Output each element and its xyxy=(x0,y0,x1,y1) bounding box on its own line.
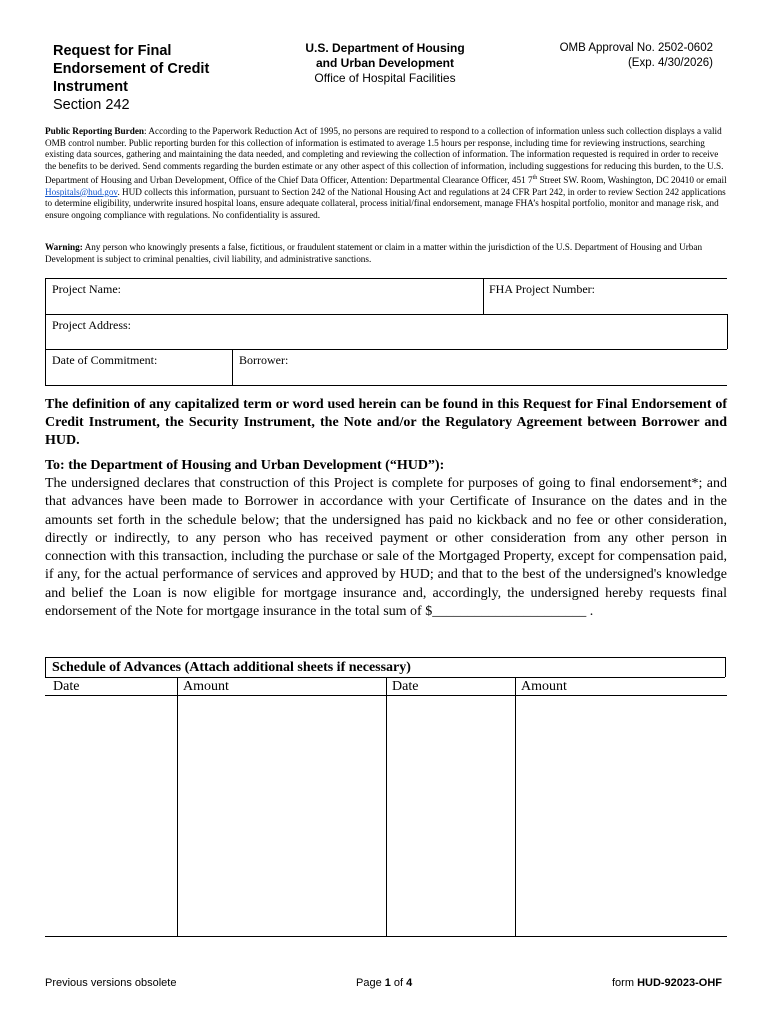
project-name-label: Project Name: xyxy=(52,282,121,296)
omb-expiration: (Exp. 4/30/2026) xyxy=(627,57,713,69)
agency-line-2: and Urban Development xyxy=(315,56,455,70)
agency-block xyxy=(270,41,500,86)
addressee-line: To: the Department of Housing and Urban Development (“HUD”): xyxy=(45,458,445,473)
page-total: 4 xyxy=(406,977,413,989)
form-title-line-3: Instrument xyxy=(53,79,128,95)
schedule-title: Schedule of Advances (Attach additional sheets if necessary) xyxy=(52,660,411,675)
burden-label: Public Reporting Burden xyxy=(45,126,145,136)
omb-block xyxy=(540,41,713,71)
schedule-col-date-1: Date xyxy=(53,679,80,694)
borrower-label: Borrower: xyxy=(239,353,289,367)
date-of-commitment-field[interactable] xyxy=(175,353,227,377)
page-current: 1 xyxy=(384,977,391,989)
public-reporting-burden xyxy=(45,126,727,222)
burden-text-middle: Street SW. Room, Washington, DC 20410 or email xyxy=(537,174,727,185)
burden-text: : According to the Paperwork Reduction Act of 1995, no persons are required to respond to a collection of information unless such collection displays a valid OMB control number. Public reporting burden for this collection of information is estimated to average 1.5 hours per response, including time for reviewing instructions, searching existing data sources, gathering and maintaining the data needed, and completing and reviewing the collection of information. The information requested is required in order to receive the benefits to be derived. Send comments regarding the burden estimate or any other aspect of this collection of information, including suggestions for reducing this burden, to the U.S. Department of Housing and Urban Development, Office of the Chief Data Officer, Attention: Departmental Clearance Officer, 451 7 xyxy=(45,126,724,185)
footer-form-number xyxy=(612,977,722,989)
fha-project-number-field[interactable] xyxy=(607,282,722,306)
schedule-date-cell-2[interactable] xyxy=(387,696,514,935)
office-name: Office of Hospital Facilities xyxy=(314,71,456,85)
date-of-commitment-label: Date of Commitment: xyxy=(52,353,158,367)
warning-label: Warning: xyxy=(45,242,83,252)
warning-paragraph xyxy=(45,242,727,265)
borrower-field[interactable] xyxy=(300,353,720,377)
agency-line-1: U.S. Department of Housing xyxy=(305,41,465,55)
page-of: of xyxy=(390,977,407,989)
omb-approval: OMB Approval No. 2502-0602 xyxy=(559,42,713,54)
footer-versions-note: Previous versions obsolete xyxy=(45,977,177,989)
form-prefix: form xyxy=(612,977,638,989)
project-address-field[interactable] xyxy=(155,318,720,342)
fha-project-number-label: FHA Project Number: xyxy=(489,282,595,296)
warning-text: Any person who knowingly presents a false, fictitious, or fraudulent statement or claim in a matter within the jurisdiction of the U.S. Department of Housing and Urban Development is subject to criminal penalties, civil liability, and administrative sanctions. xyxy=(45,242,703,264)
project-address-label: Project Address: xyxy=(52,318,131,332)
page-prefix: Page xyxy=(356,977,385,989)
project-info-form xyxy=(45,278,727,388)
form-section: Section 242 xyxy=(53,97,130,113)
project-name-field[interactable] xyxy=(142,282,472,306)
schedule-date-cell-1[interactable] xyxy=(46,696,176,935)
schedule-amount-cell-2[interactable] xyxy=(516,696,726,935)
form-title-line-2: Endorsement of Credit xyxy=(53,61,210,77)
hospitals-email-link[interactable]: Hospitals@hud.gov xyxy=(45,186,118,197)
definition-paragraph: The definition of any capitalized term or word used herein can be found in this Request for Final Endorsement of Credit Instrument, the Security Instrument, the Note and/or the Regulatory Agreement between Borrower and HUD. xyxy=(45,397,727,448)
declaration-paragraph: The undersigned declares that construction of this Project is complete for purposes of going to final endorsement*; and that advances have been made to Borrower in accordance with your Certificate of Insurance on the dates and in the amounts set forth in the schedule below; that the undersigned has paid no kickback and no fee or other consideration, directly or indirectly, to any person who has received payment or other consideration from any other person in connection with this transaction, including the purchase or sale of the Mortgaged Property, except for compensation paid, if any, for the actual performance of services and approved by HUD; and that to the best of the undersigned's knowledge and belief the Loan is now eligible for mortgage insurance and, accordingly, the undersigned hereby requests final endorsement of the Note for mortgage insurance in the total sum of $______________________ . xyxy=(45,476,727,620)
schedule-col-date-2: Date xyxy=(392,679,419,694)
schedule-col-amount-2: Amount xyxy=(521,679,567,694)
schedule-amount-cell-1[interactable] xyxy=(178,696,385,935)
schedule-col-amount-1: Amount xyxy=(183,679,229,694)
burden-superscript: th xyxy=(532,174,538,181)
burden-text-after: . HUD collects this information, pursuant to Section 242 of the National Housing Act and regulations at 24 CFR Part 242, in order to review Section 242 applications to determine eligibility, underwrite insured hospital loans, ensure adequate collateral, process initial/final endorsement, manage FHA’s hospital portfolio, monitor and manage risk, and ensure ongoing compliance with regulations. No confidentiality is assured. xyxy=(45,186,726,220)
form-title-block xyxy=(53,42,253,114)
footer-page-number xyxy=(356,977,412,989)
form-number: HUD-92023-OHF xyxy=(637,977,723,989)
form-title-line-1: Request for Final xyxy=(53,43,172,59)
